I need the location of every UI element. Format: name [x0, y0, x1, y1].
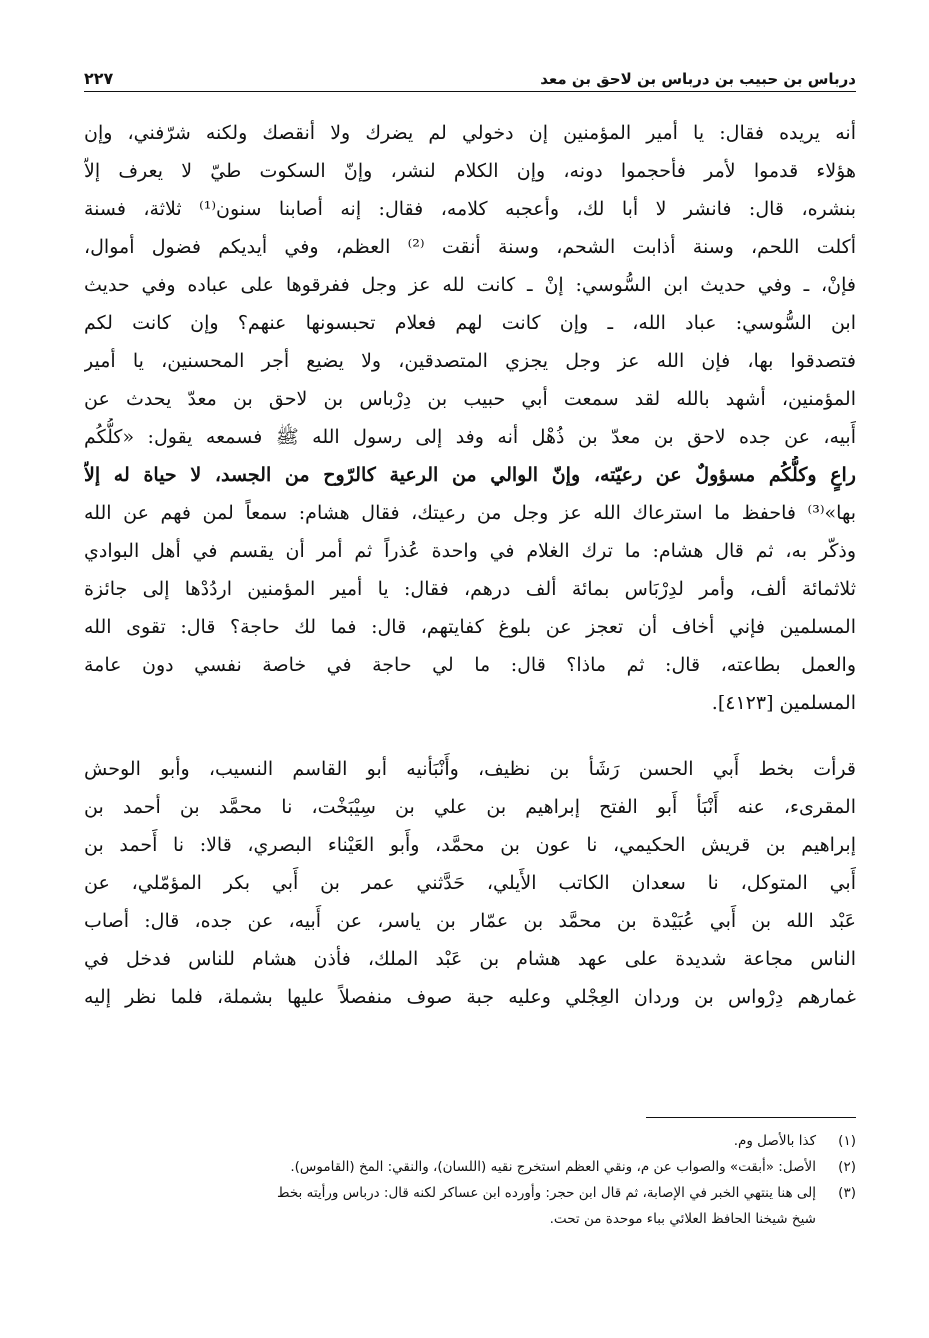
footnote — [84, 1154, 856, 1180]
paragraph-2 — [84, 750, 856, 1016]
text-line: بنشره، قال: فانشر لا أبا لك، وأعجبه كلامه، فقال: إنه أصابنا سنون⁽¹⁾ ثلاثة، فسنة — [84, 198, 856, 220]
text-line: ابن السُّوسي: عباد الله، ـ وإن كانت لهم فعلام تحبسونها عنهم؟ وإن كانت لكم — [84, 312, 856, 334]
text-line: بها»⁽³⁾ فاحفظ ما استرعاك الله عز وجل من رعيتك، فقال هشام: سمعاً لمن فهم عن الله — [84, 502, 856, 524]
text-line: هؤلاء قدموا لأمر فأحجموا دونه، وإن الكلام لنشر، وإنّ السكوت طيّ لا يعرف إلاّ — [84, 160, 856, 182]
header-rule — [84, 91, 856, 92]
text-line: المؤمنين، أشهد بالله لقد سمعت أبي حبيب بن دِرْباس بن لاحق بن معدّ يحدث عن — [84, 388, 856, 410]
text-line: غمارهم دِرْواس بن وردان العِجْلي وعليه جبة صوف منفصلاً عليها بشملة، فلما نظر إليه — [84, 986, 856, 1008]
footnote-text-continued: شيخ شيخنا الحافظ العلائي بباء موحدة من تحت. — [549, 1211, 816, 1227]
text-line: فإنْ، ـ وفي حديث ابن السُّوسي: إنْ ـ كانت لله عز وجل ففرقوها على عباده وفي حديث — [84, 274, 856, 296]
text-line: راعٍ وكلُّكُم مسؤولٌ عن رعيّته، وإنّ الوالي من الرعية كالرّوح من الجسد، لا حياة له إلاّ — [84, 464, 856, 486]
text-line: الناس مجاعة شديدة على عهد هشام بن عَبْد الملك، فأذن هشام للناس فدخل في — [84, 948, 856, 970]
text-line: إبراهيم بن قريش الحكيمي، نا عون بن محمَّد، وأَبو العَيْناء البصري، قالا: نا أَحمد بن — [84, 834, 856, 856]
footnote-text: إلى هنا ينتهي الخبر في الإصابة، ثم قال ابن حجر: وأورده ابن عساكر لكنه قال: درباس ورأيته بخط — [277, 1185, 816, 1201]
text-line: أكلت اللحم، وسنة أذابت الشحم، وسنة أنقت ⁽²⁾ العظم، وفي أيديكم فضول أموال، — [84, 236, 856, 258]
paragraph-1 — [84, 114, 856, 722]
text-line: ثلاثمائة ألف، وأمر لدِرْبَاس بمائة ألف درهم، فقال: يا أمير المؤمنين اردُدْها إلى جائزة — [84, 578, 856, 600]
footnote-text-block — [84, 1180, 816, 1232]
text-line: المسلمين فإني أخاف أن تعجز عن بلوغ كفايتهم، قال: فما لك حاجة؟ قال: تقوى الله — [84, 616, 856, 638]
running-title: درباس بن حبيب بن درباس بن لاحق بن معد — [540, 70, 856, 88]
text-line: فتصدقوا بها، فإن الله عز وجل يجزي المتصدقين، ولا يضيع أجر المحسنين، يا أمير — [84, 350, 856, 372]
text-line: عَبْد الله بن أَبي عُبَيْدة بن محمَّد بن عمّار بن ياسر، عن أَبيه، عن جده، قال: أصاب — [84, 910, 856, 932]
page-number: ٢٢٧ — [84, 69, 114, 88]
text-line: أنه يريده فقال: يا أمير المؤمنين إن دخولي لم يضرك ولا أنقصك ولكنه شرّفني، وإن — [84, 122, 856, 144]
footnote — [84, 1128, 856, 1154]
footnote-rule — [646, 1117, 856, 1118]
main-text — [84, 114, 856, 1016]
text-line: أَبي المتوكل، نا سعدان الكاتب الأَيلي، حَدَّثني عمر بن أَبي بكر المؤمّلي، عن — [84, 872, 856, 894]
text-line: المقرىء، عنه أَنْبَأ أَبو الفتح إبراهيم بن علي بن سِيْبَخْت، نا محمَّد بن أحمد بن — [84, 796, 856, 818]
footnotes — [84, 1128, 856, 1232]
text-line: والعمل بطاعته، قال: ثم ماذا؟ قال: ما لي حاجة في خاصة نفسي دون عامة — [84, 654, 856, 676]
footnote-mark: (٢) — [838, 1159, 856, 1175]
footnote-mark: (١) — [838, 1133, 856, 1149]
footnote-text: الأصل: «أبقت» والصواب عن م، ونقي العظم استخرج نقيه (اللسان)، والنقي: المخ (القاموس). — [290, 1159, 816, 1175]
footnote-mark: (٣) — [838, 1185, 856, 1201]
text-line: وذكّر به، ثم قال هشام: ما ترك الغلام في واحدة عُذراً ثم أمر أن يقسم في أهل البوادي — [84, 540, 856, 562]
running-head — [84, 62, 856, 88]
footnote-text: كذا بالأصل وم. — [733, 1133, 816, 1149]
footnote — [84, 1180, 856, 1232]
text-line: أَبيه، عن جده لاحق بن معدّ بن ذُهْل أنه وفد إلى رسول الله ﷺ فسمعه يقول: «كلُّكُم — [84, 426, 856, 448]
text-line: قرأت بخط أَبي الحسن رَشَأ بن نظيف، وأَنْبَأنيه أبو القاسم النسيب، وأبو الوحش — [84, 758, 856, 780]
text-line: المسلمين [٤١٢٣]. — [711, 692, 856, 714]
